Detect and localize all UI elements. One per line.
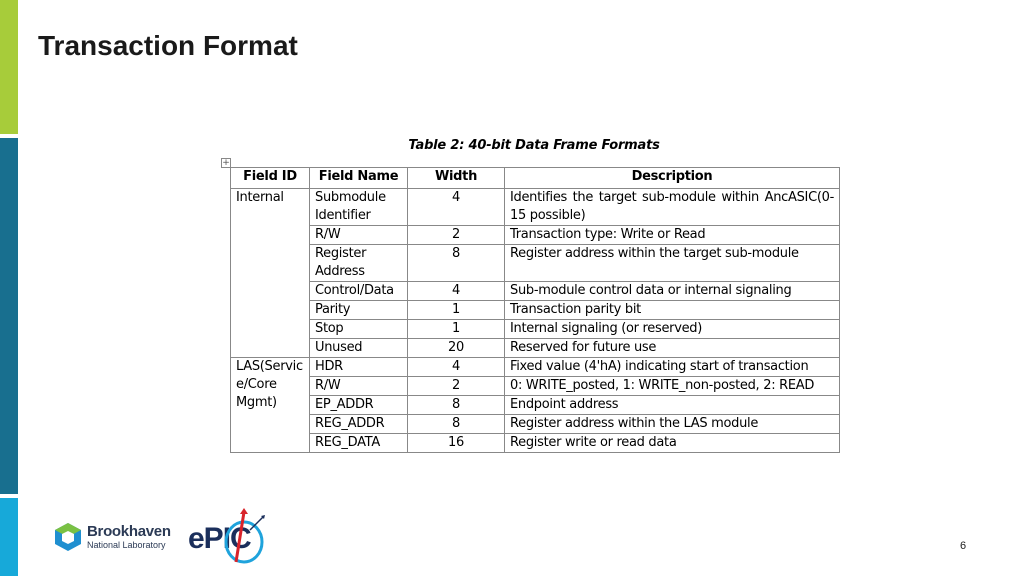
brookhaven-logo-subtitle: National Laboratory <box>87 540 166 550</box>
description-cell: Register address within the target sub-module <box>505 245 840 282</box>
footer-logos <box>52 506 282 566</box>
epic-logo-icon <box>218 506 268 566</box>
width-cell: 4 <box>408 282 505 301</box>
table-row <box>231 245 840 282</box>
field-name-cell: HDR <box>310 358 408 377</box>
page-title: Transaction Format <box>38 30 298 61</box>
field-name-cell: Submodule Identifier <box>310 189 408 226</box>
table-row <box>231 377 840 396</box>
table-move-handle-icon[interactable]: + <box>222 158 230 168</box>
table-row <box>231 320 840 339</box>
description-cell: Fixed value (4'hA) indicating start of transaction <box>505 358 840 377</box>
field-name-cell: REG_ADDR <box>310 415 408 434</box>
table-row <box>231 226 840 245</box>
description-cell: Reserved for future use <box>505 339 840 358</box>
table-header-row <box>231 168 840 189</box>
field-name-cell: Stop <box>310 320 408 339</box>
table-row <box>231 358 840 377</box>
data-frame-table <box>230 167 840 453</box>
width-cell: 4 <box>408 189 505 226</box>
header-field-name: Field Name <box>310 168 408 189</box>
description-cell: Identifies the target sub-module within AncASIC(0-15 possible) <box>505 189 840 226</box>
width-cell: 1 <box>408 301 505 320</box>
field-name-cell: Register Address <box>310 245 408 282</box>
table-row <box>231 282 840 301</box>
description-cell: Sub-module control data or internal signaling <box>505 282 840 301</box>
table-row <box>231 339 840 358</box>
header-width: Width <box>408 168 505 189</box>
width-cell: 4 <box>408 358 505 377</box>
field-id-cell: LAS(Servic e/Core Mgmt) <box>231 358 310 453</box>
header-field-id: Field ID <box>231 168 310 189</box>
field-name-cell: Control/Data <box>310 282 408 301</box>
field-name-cell: R/W <box>310 377 408 396</box>
table-row <box>231 189 840 226</box>
table-row <box>231 301 840 320</box>
width-cell: 8 <box>408 396 505 415</box>
field-name-cell: REG_DATA <box>310 434 408 453</box>
description-cell: Register write or read data <box>505 434 840 453</box>
brookhaven-hexagon-icon <box>54 522 82 552</box>
accent-bar-teal <box>0 138 18 494</box>
table-row <box>231 434 840 453</box>
width-cell: 8 <box>408 415 505 434</box>
table-row <box>231 396 840 415</box>
page-number: 6 <box>960 540 967 552</box>
field-name-cell: Parity <box>310 301 408 320</box>
width-cell: 2 <box>408 226 505 245</box>
field-name-cell: R/W <box>310 226 408 245</box>
brookhaven-logo-name: Brookhaven <box>87 523 171 540</box>
description-cell: 0: WRITE_posted, 1: WRITE_non-posted, 2: READ <box>505 377 840 396</box>
accent-bar-cyan <box>0 498 18 576</box>
description-cell: Transaction type: Write or Read <box>505 226 840 245</box>
field-name-cell: Unused <box>310 339 408 358</box>
width-cell: 16 <box>408 434 505 453</box>
accent-bar-green <box>0 0 18 134</box>
table-caption: Table 2: 40-bit Data Frame Formats <box>408 138 660 153</box>
width-cell: 8 <box>408 245 505 282</box>
field-id-cell: Internal <box>231 189 310 358</box>
epic-logo-word: ePIC <box>188 522 251 555</box>
description-cell: Transaction parity bit <box>505 301 840 320</box>
description-cell: Internal signaling (or reserved) <box>505 320 840 339</box>
width-cell: 20 <box>408 339 505 358</box>
field-name-cell: EP_ADDR <box>310 396 408 415</box>
table-row <box>231 415 840 434</box>
description-cell: Register address within the LAS module <box>505 415 840 434</box>
width-cell: 2 <box>408 377 505 396</box>
width-cell: 1 <box>408 320 505 339</box>
description-cell: Endpoint address <box>505 396 840 415</box>
header-description: Description <box>505 168 840 189</box>
